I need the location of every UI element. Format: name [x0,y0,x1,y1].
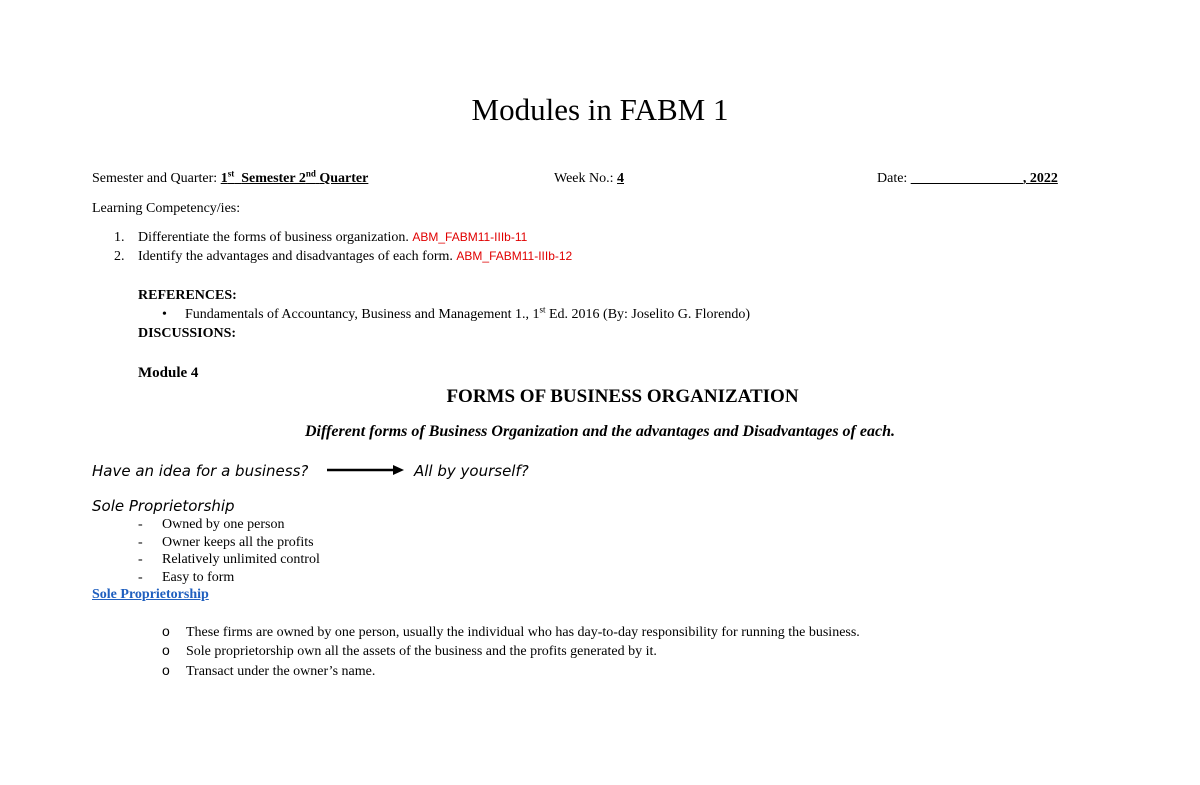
date-label: Date: [877,171,908,186]
section-heading: FORMS OF BUSINESS ORGANIZATION [446,386,799,407]
semester-label: Semester and Quarter: [92,171,218,186]
competency-item: 2. Identify the advantages and disadvantages of each form. ABM_FABM11-IIIb-12 [114,249,573,264]
discussions-heading: DISCUSSIONS: [138,326,237,341]
feature-item: - Owner keeps all the profits [138,535,314,550]
module-label: Module 4 [138,365,199,381]
sole-heading: Sole Proprietorship [92,497,235,515]
date-blank: ________________, 2022 [910,171,1058,186]
reference-item: • Fundamentals of Accountancy, Business and Management 1., 1st Ed. 2016 (By: Joselito G. Florendo) [162,304,751,322]
semester-value: 1st Semester 2nd Quarter [220,168,369,186]
alone-question: All by yourself? [414,462,529,480]
competency-code: ABM_FABM11-IIIb-11 [412,230,528,244]
right-arrow-icon [327,463,405,477]
sole-proprietorship-link[interactable]: Sole Proprietorship [92,587,209,602]
competency-item: 1. Differentiate the forms of business organization. ABM_FABM11-IIIb-11 [114,230,528,245]
bullet-icon: • [162,307,167,322]
competency-heading: Learning Competency/ies: [92,201,241,216]
date-field [877,171,1058,187]
week-value: 4 [617,171,625,186]
page-title: Modules in FABM 1 [471,92,729,127]
detail-item: o These firms are owned by one person, usually the individual who has day-to-day responsibility for running the business. [162,623,860,640]
feature-item: - Easy to form [138,570,235,585]
detail-item: o Sole proprietorship own all the assets of the business and the profits generated by it. [162,642,657,659]
feature-item: - Relatively unlimited control [138,552,320,567]
detail-item: o Transact under the owner’s name. [162,662,376,679]
section-subheading: Different forms of Business Organization and the advantages and Disadvantages of each. [305,423,895,440]
semester-quarter [92,168,369,187]
feature-item: - Owned by one person [138,517,285,532]
references-heading: REFERENCES: [138,288,237,303]
idea-question: Have an idea for a business? [92,462,309,480]
week-label: Week No.: [554,171,614,186]
competency-code: ABM_FABM11-IIIb-12 [456,249,573,263]
week-number [554,171,624,187]
